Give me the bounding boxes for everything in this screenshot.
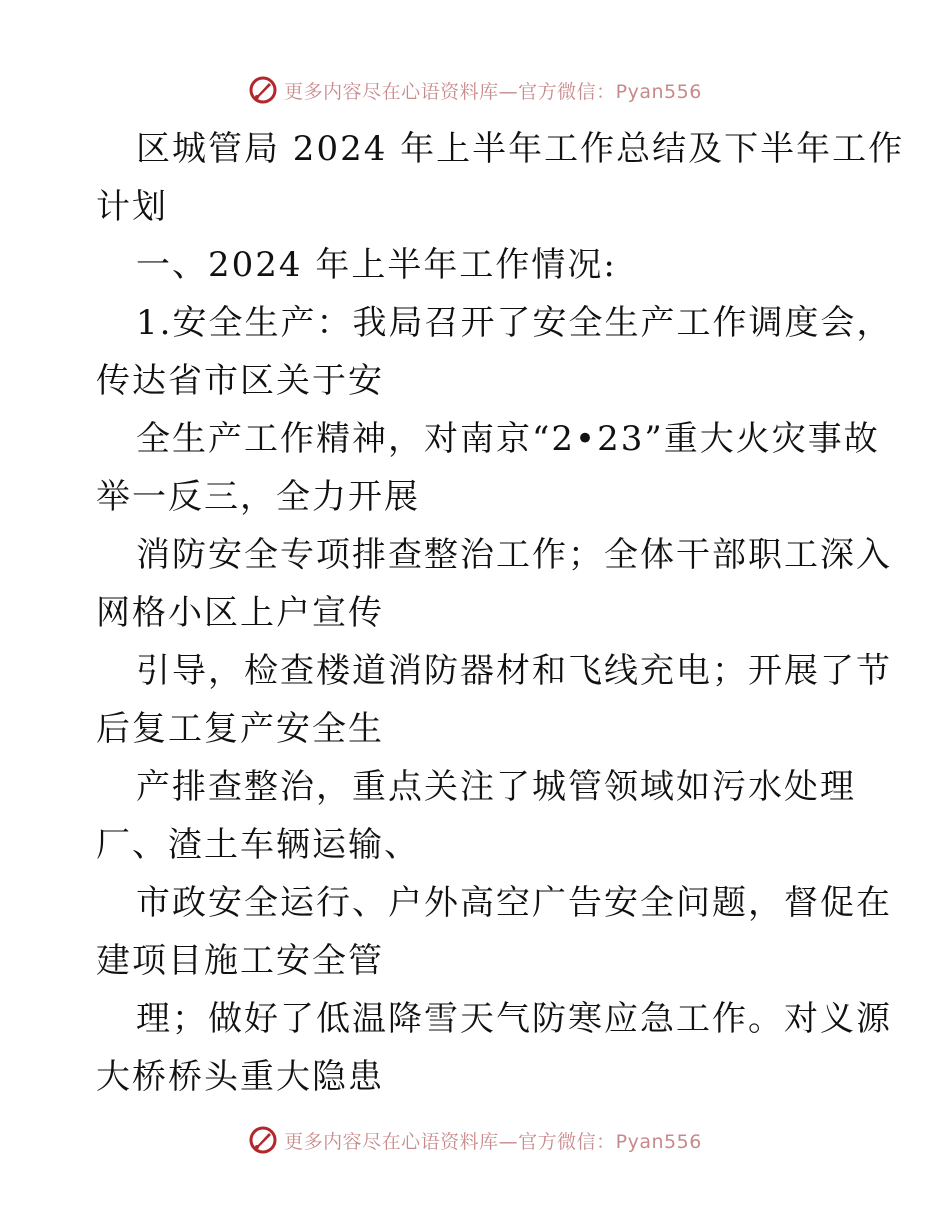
paragraph-line: 市政安全运行、户外高空广告安全问题，督促在 [136,883,892,923]
section-heading: 一、2024 年上半年工作情况: [136,245,617,285]
document-title-line-1: 区城管局 2024 年上半年工作总结及下半年工作 [136,129,905,169]
footer-banner-text: 更多内容尽在心语资料库—官方微信：Pyan556 [284,1130,702,1153]
footer-banner [0,1120,950,1160]
paragraph-line: 厂、渣土车辆运输、 [96,825,420,865]
quill-logo-icon [248,75,278,105]
paragraph-line: 消防安全专项排查整治工作；全体干部职工深入 [136,535,892,575]
paragraph-line: 引导，检查楼道消防器材和飞线充电；开展了节 [136,651,892,691]
paragraph-line: 理；做好了低温降雪天气防寒应急工作。对义源 [136,999,892,1039]
paragraph-line: 全生产工作精神，对南京“2•23”重大火灾事故 [136,419,880,459]
paragraph-line: 1.安全生产：我局召开了安全生产工作调度会， [136,303,893,343]
paragraph-line: 大桥桥头重大隐患 [96,1057,384,1097]
document-title-line-2: 计划 [96,187,168,227]
document-body [96,120,905,1106]
paragraph-line: 产排查整治，重点关注了城管领域如污水处理 [136,767,856,807]
header-banner-text: 更多内容尽在心语资料库—官方微信：Pyan556 [284,80,702,103]
paragraph-line: 传达省市区关于安 [96,361,384,401]
paragraph-line: 建项目施工安全管 [96,941,384,981]
paragraph-line: 后复工复产安全生 [96,709,384,749]
quill-logo-icon [248,1125,278,1155]
paragraph-line: 举一反三，全力开展 [96,477,420,517]
paragraph-line: 网格小区上户宣传 [96,593,384,633]
header-banner [0,70,950,110]
